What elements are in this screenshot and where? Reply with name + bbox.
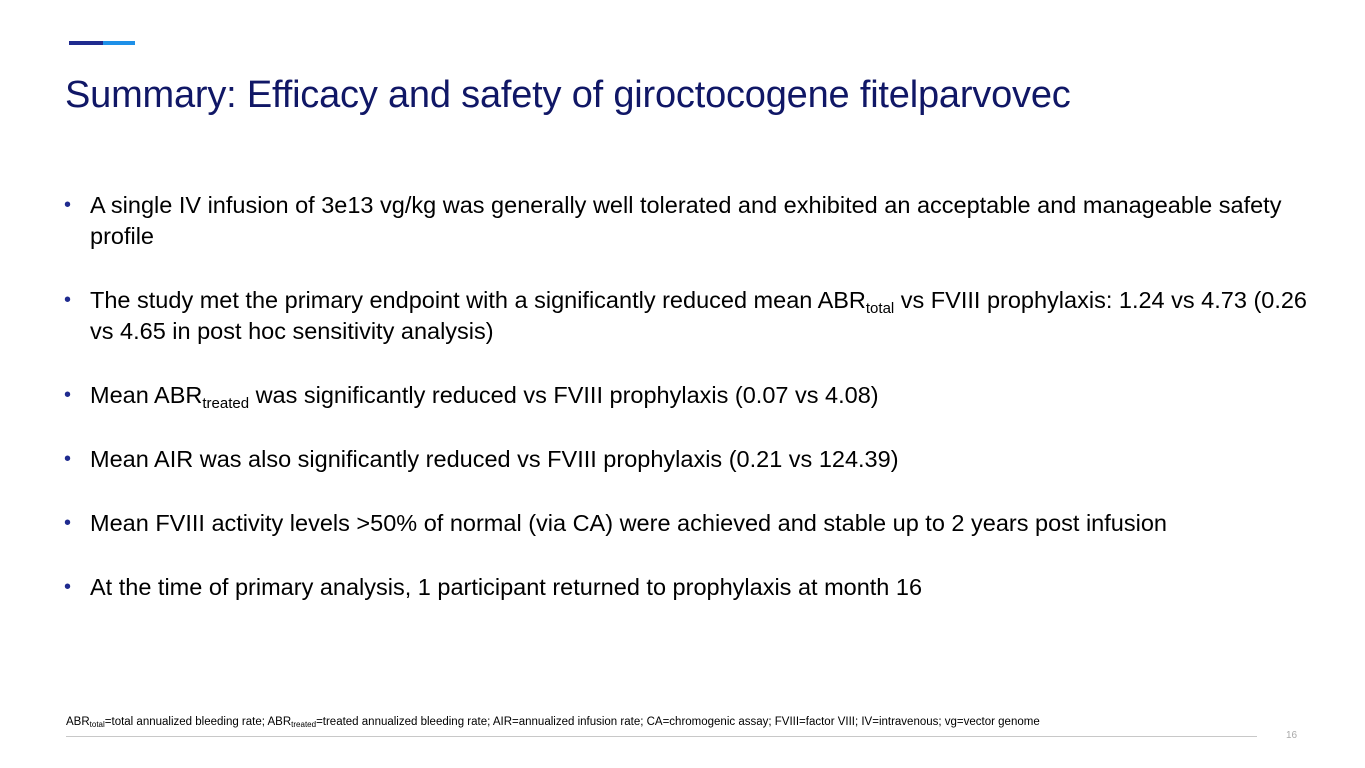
title-accent-bar [69, 41, 135, 45]
bullet-text-end: was significantly reduced vs FVIII prophylaxis (0.07 vs 4.08) [249, 382, 879, 408]
bullet-icon: • [64, 448, 72, 470]
footnote-text: =treated annualized bleeding rate; AIR=annualized infusion rate; CA=chromogenic assay; FVIII=factor VIII; IV=intravenous; vg=vector genome [316, 716, 1040, 728]
bullet-text-start: Mean ABR [90, 382, 203, 408]
bullet-icon: • [64, 576, 72, 598]
accent-bar-light-segment [103, 41, 135, 45]
bullet-icon: • [64, 194, 72, 216]
abbreviations-footnote [66, 716, 1040, 728]
bullet-subscript: treated [202, 395, 250, 412]
slide-title: Summary: Efficacy and safety of giroctocogene fitelparvovec [65, 74, 1071, 116]
footnote-subscript: total [89, 720, 105, 729]
bullet-list [64, 190, 1314, 636]
bullet-text: Mean AIR was also significantly reduced vs FVIII prophylaxis (0.21 vs 124.39) [90, 446, 899, 472]
footer-divider [66, 736, 1257, 737]
footnote-subscript: treated [291, 720, 317, 729]
footnote-text: ABR [66, 716, 90, 728]
bullet-text-end: vs FVIII prophylaxis: 1.24 vs 4.73 (0.26 vs 4.65 in post hoc sensitivity analysis) [90, 287, 1308, 344]
bullet-item [64, 572, 1314, 603]
bullet-item [64, 285, 1314, 347]
bullet-text: A single IV infusion of 3e13 vg/kg was generally well tolerated and exhibited an acceptable and manageable safety profile [90, 192, 1282, 249]
page-number: 16 [1286, 730, 1298, 741]
bullet-item [64, 444, 1314, 475]
footnote-text: =total annualized bleeding rate; ABR [104, 716, 292, 728]
bullet-icon: • [64, 289, 72, 311]
bullet-text: At the time of primary analysis, 1 participant returned to prophylaxis at month 16 [90, 574, 923, 600]
bullet-text: Mean FVIII activity levels >50% of normal (via CA) were achieved and stable up to 2 years post infusion [90, 510, 1167, 536]
accent-bar-dark-segment [69, 41, 103, 45]
bullet-subscript: total [865, 300, 895, 317]
bullet-icon: • [64, 512, 72, 534]
bullet-item [64, 380, 1314, 411]
bullet-item [64, 508, 1314, 539]
bullet-text-start: The study met the primary endpoint with a significantly reduced mean ABR [90, 287, 866, 313]
bullet-icon: • [64, 384, 72, 406]
bullet-item [64, 190, 1314, 252]
